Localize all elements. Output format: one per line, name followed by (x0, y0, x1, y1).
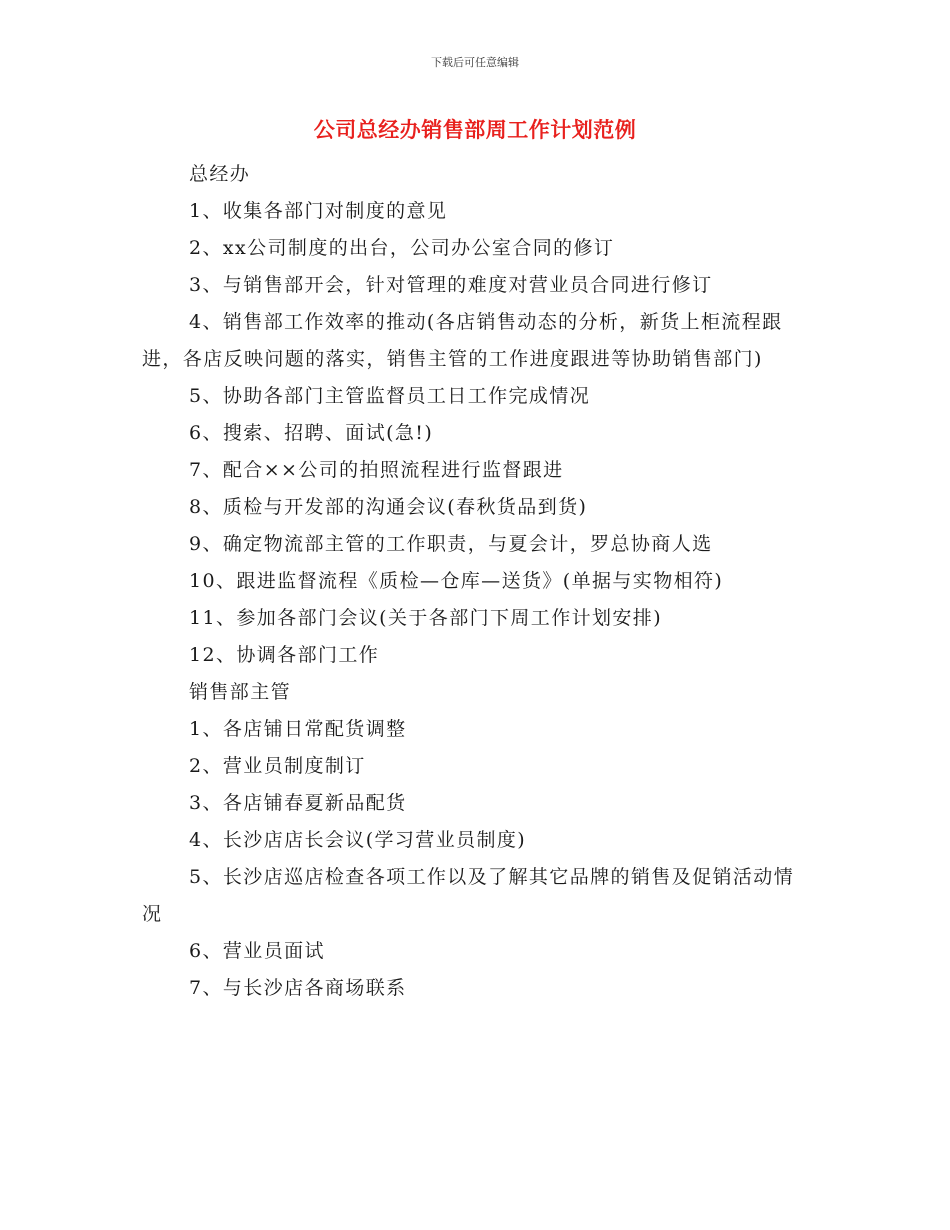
list-item: 3、与销售部开会，针对管理的难度对营业员合同进行修订 (189, 274, 713, 296)
list-item: 2、营业员制度制订 (189, 755, 366, 777)
list-item: 11、参加各部门会议(关于各部门下周工作计划安排) (189, 607, 663, 629)
list-item: 9、确定物流部主管的工作职责，与夏会计，罗总协商人选 (189, 533, 713, 555)
list-item: 7、配合××公司的拍照流程进行监督跟进 (189, 459, 564, 481)
list-item: 3、各店铺春夏新品配货 (189, 792, 407, 814)
header-note: 下载后可任意编辑 (431, 56, 519, 69)
list-item: 4、长沙店店长会议(学习营业员制度) (189, 829, 527, 851)
list-item: 8、质检与开发部的沟通会议(春秋货品到货) (189, 496, 588, 518)
list-item: 2、xx公司制度的出台，公司办公室合同的修订 (189, 237, 615, 259)
list-item: 5、协助各部门主管监督员工日工作完成情况 (189, 385, 591, 407)
list-item: 1、各店铺日常配货调整 (189, 718, 407, 740)
document-title: 公司总经办销售部周工作计划范例 (313, 118, 637, 142)
list-item: 4、销售部工作效率的推动(各店销售动态的分析，新货上柜流程跟进，各店反映问题的落实，销售主管的工作进度跟进等协助销售部门) (142, 311, 783, 370)
list-item: 12、协调各部门工作 (189, 644, 380, 666)
list-item: 5、长沙店巡店检查各项工作以及了解其它品牌的销售及促销活动情况 (142, 866, 795, 925)
document-body (142, 156, 810, 1007)
list-item: 10、跟进监督流程《质检—仓库—送货》(单据与实物相符) (189, 570, 724, 592)
list-item: 1、收集各部门对制度的意见 (189, 200, 448, 222)
list-item: 7、与长沙店各商场联系 (189, 977, 407, 999)
list-item: 6、营业员面试 (189, 940, 325, 962)
list-item: 6、搜索、招聘、面试(急!) (189, 422, 434, 444)
section-heading-general-office: 总经办 (189, 163, 251, 185)
section-heading-sales-supervisor: 销售部主管 (189, 681, 292, 703)
